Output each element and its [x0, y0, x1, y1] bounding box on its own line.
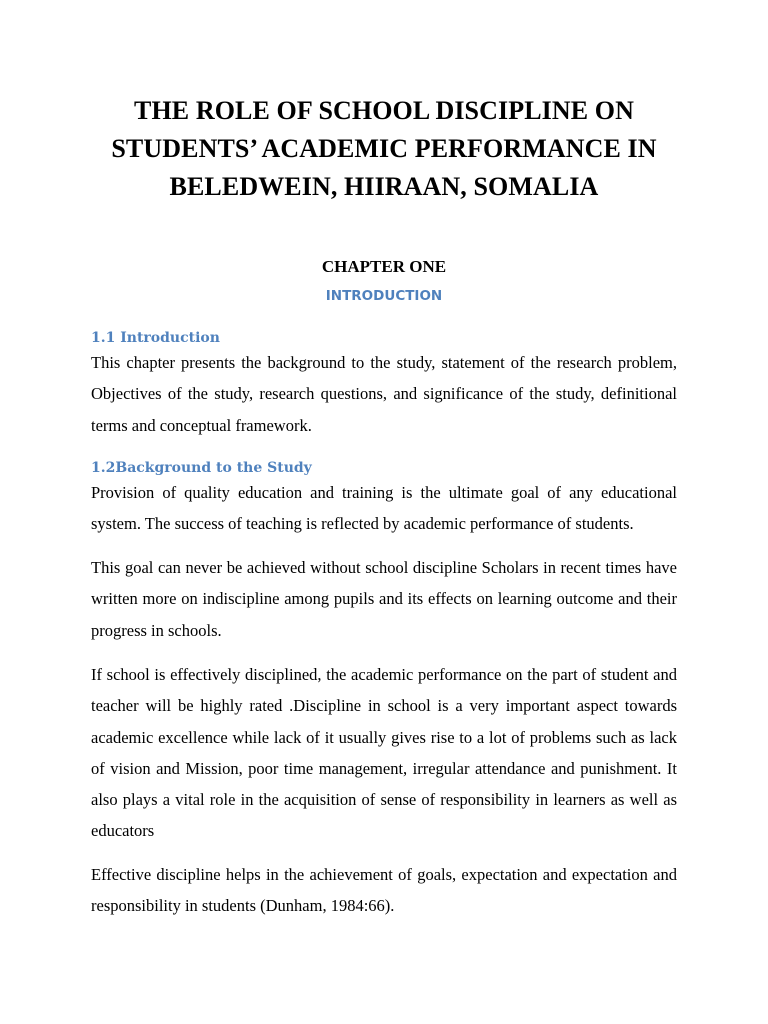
chapter-subtitle: INTRODUCTION: [325, 288, 443, 304]
document-title: THE ROLE OF SCHOOL DISCIPLINE ON STUDENTS’ ACADEMIC PERFORMANCE IN BELEDWEIN, HIIRAAN, SOMALIA: [111, 96, 657, 201]
paragraph-introduction: This chapter presents the background to the study, statement of the research problem, Objectives of the study, research questions, and significance of the study, definitional terms and conceptual framework.: [91, 353, 677, 435]
paragraph-background-4: Effective discipline helps in the achievement of goals, expectation and expectation and responsibility in students (Dunham, 1984:66).: [91, 865, 677, 916]
paragraph-background-3: If school is effectively disciplined, the academic performance on the part of student and teacher will be highly rated .Discipline in school is a very important aspect towards academic excellence while lack of it usually gives rise to a lot of problems such as lack of vision and Mission, poor time management, irregular attendance and punishment. It also plays a vital role in the acquisition of sense of responsibility in learners as well as educators: [91, 665, 677, 841]
chapter-label: CHAPTER ONE: [321, 257, 447, 276]
section-heading-introduction: 1.1 Introduction: [91, 330, 220, 346]
paragraph-background-1: Provision of quality education and training is the ultimate goal of any educational system. The success of teaching is reflected by academic performance of students.: [91, 483, 677, 534]
section-heading-background: 1.2Background to the Study: [91, 460, 312, 476]
paragraph-background-2: This goal can never be achieved without school discipline Scholars in recent times have written more on indiscipline among pupils and its effects on learning outcome and their progress in schools.: [91, 558, 677, 640]
